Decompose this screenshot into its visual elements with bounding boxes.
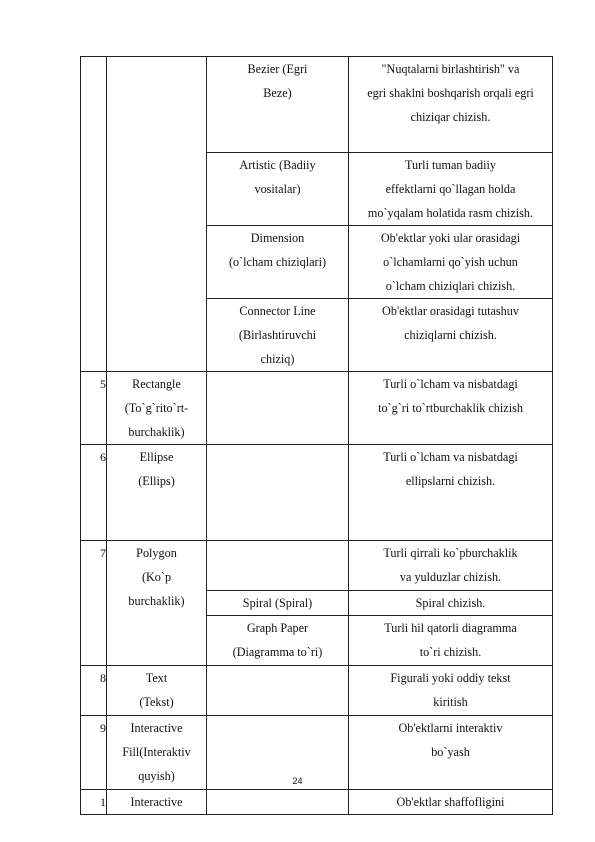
tool-name: Artistic (Badiiy vositalar) — [207, 153, 349, 226]
tool-name — [207, 541, 349, 591]
tool-description: Turli hil qatorli diagramma to`ri chizish. — [349, 616, 553, 666]
tool-description: Turli tuman badiiy effektlarni qo`llagan holda mo`yqalam holatida rasm chizish. — [349, 153, 553, 226]
tool-name: Dimension (o`lcham chiziqlari) — [207, 226, 349, 299]
table-row — [81, 790, 553, 815]
tool-name — [207, 372, 349, 445]
tool-description: Turli o`lcham va nisbatdagi to`g`ri to`rtburchaklik chizish — [349, 372, 553, 445]
row-number: 7 — [81, 541, 107, 666]
tool-description: Spiral chizish. — [349, 591, 553, 616]
row-number: 1 — [81, 790, 107, 815]
row-number: 9 — [81, 716, 107, 790]
tool-group-name: Text (Tekst) — [107, 666, 207, 716]
tool-description: "Nuqtalarni birlashtirish" va egri shaklni boshqarish orqali egri chiziqar chizish. — [349, 57, 553, 153]
table-row — [81, 541, 553, 591]
tool-group-name: Rectangle (To`g`rito`rt- burchaklik) — [107, 372, 207, 445]
tool-description: Ob'ektlar shaffofligini — [349, 790, 553, 815]
tool-name — [207, 666, 349, 716]
tool-description: Ob'ektlarni interaktiv bo`yash — [349, 716, 553, 790]
table-row — [81, 57, 553, 153]
tool-group-name: Polygon (Ko`p burchaklik) — [107, 541, 207, 666]
row-number: 8 — [81, 666, 107, 716]
page-number: 24 — [292, 776, 303, 786]
table-row — [81, 666, 553, 716]
tool-name: Graph Paper (Diagramma to`ri) — [207, 616, 349, 666]
table-row — [81, 372, 553, 445]
row-number — [81, 57, 107, 372]
tool-group-name: Ellipse (Ellips) — [107, 445, 207, 541]
tool-description: Turli o`lcham va nisbatdagi ellipslarni chizish. — [349, 445, 553, 541]
table-row — [81, 445, 553, 541]
tool-description: Figurali yoki oddiy tekst kiritish — [349, 666, 553, 716]
row-number: 5 — [81, 372, 107, 445]
tool-name — [207, 445, 349, 541]
row-number: 6 — [81, 445, 107, 541]
tool-description: Ob'ektlar orasidagi tutashuv chiziqlarni chizish. — [349, 299, 553, 372]
tool-group-name: Interactive — [107, 790, 207, 815]
tool-name — [207, 790, 349, 815]
tool-name: Connector Line (Birlashtiruvchi chiziq) — [207, 299, 349, 372]
tool-description: Ob'ektlar yoki ular orasidagi o`lchamlarni qo`yish uchun o`lcham chiziqlari chizish. — [349, 226, 553, 299]
tool-group-name: Interactive Fill(Interaktiv quyish) — [107, 716, 207, 790]
tool-description: Turli qirrali ko`pburchaklik va yulduzlar chizish. — [349, 541, 553, 591]
tool-name: Bezier (Egri Beze) — [207, 57, 349, 153]
tool-group-name — [107, 57, 207, 372]
tools-table — [80, 56, 553, 815]
tool-name: Spiral (Spiral) — [207, 591, 349, 616]
